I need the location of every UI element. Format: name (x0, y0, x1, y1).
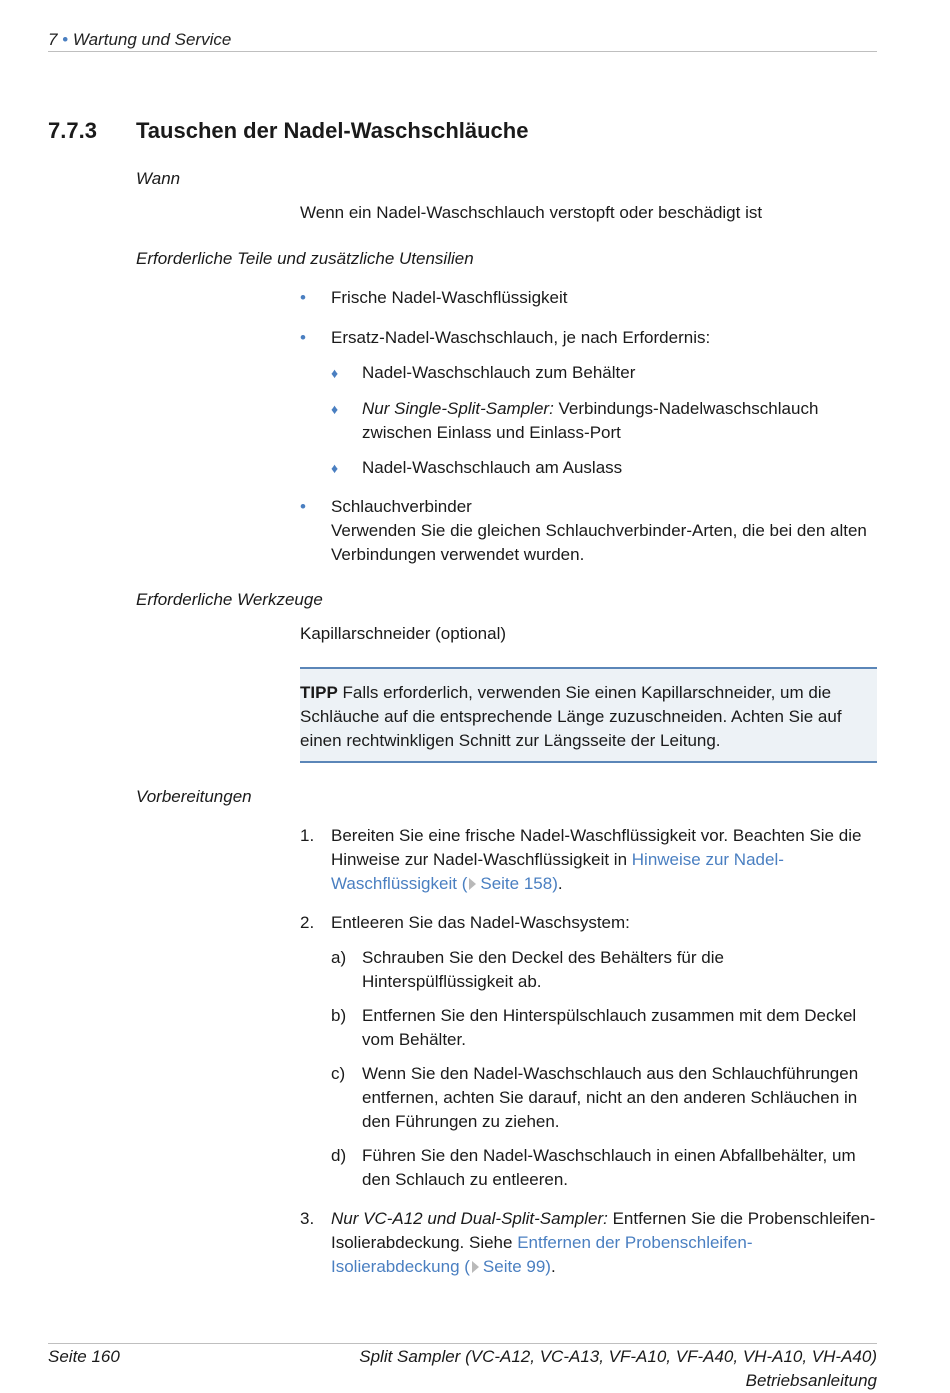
tools-text: Kapillarschneider (optional) (300, 624, 507, 643)
chapter-title: Wartung und Service (72, 30, 232, 49)
product-name: Split Sampler (VC-A12, VC-A13, VF-A10, VF-A40, VH-A10, VH-A40) (359, 1347, 877, 1366)
bullet-icon: • (300, 328, 306, 347)
link-page: Seite 158) (480, 874, 558, 893)
footer-product (359, 1345, 877, 1393)
tip-label: TIPP (300, 683, 338, 702)
page-arrow-icon (469, 878, 476, 890)
substep-text: Entfernen Sie den Hinterspülschlauch zusammen mit dem Deckel vom Behälter. (362, 1006, 857, 1049)
list-item-text: Ersatz-Nadel-Waschschlauch, je nach Erfordernis: (331, 328, 711, 347)
link-page: Seite 99) (482, 1257, 551, 1276)
tip-box (300, 667, 877, 763)
diamond-bullet-icon: ♦ (331, 401, 339, 417)
diamond-bullet-icon: ♦ (331, 460, 339, 476)
link-text: Entfernen der Probenschleifen-Isolierabdeckung ( (331, 1233, 753, 1276)
step-number: 2. (300, 913, 315, 932)
section-number: 7.7.3 (48, 118, 97, 143)
tip-text (300, 681, 870, 753)
step-text (331, 824, 877, 896)
step-text: Entleeren Sie das Nadel-Waschsystem: (331, 913, 630, 932)
substep-text: Wenn Sie den Nadel-Waschschlauch aus den Schlauchführungen entfernen, achten Sie darauf, nicht an den anderen Schläuchen in den Führungen zu ziehen. (362, 1064, 859, 1131)
list-item-text (331, 495, 877, 567)
substep-letter: d) (331, 1146, 347, 1165)
substep-text: Schrauben Sie den Deckel des Behälters für die Hinterspülflüssigkeit ab. (362, 948, 724, 991)
qualifier-text: Nur Single-Split-Sampler: (362, 399, 554, 418)
when-text: Wenn ein Nadel-Waschschlauch verstopft oder beschädigt ist (300, 203, 763, 222)
footer-divider (48, 1343, 877, 1344)
step-end: . (557, 874, 563, 893)
list-item-text: Frische Nadel-Waschflüssigkeit (331, 288, 568, 307)
sub-list-item-body: Verbindungs-Nadelwaschschlauch zwischen Einlass und Einlass-Port (362, 399, 819, 442)
header-divider (48, 51, 877, 52)
substep-letter: b) (331, 1006, 347, 1025)
section-title: Tauschen der Nadel-Waschschläuche (136, 118, 529, 143)
bullet-separator-icon: • (62, 30, 69, 49)
substep-text: Führen Sie den Nadel-Waschschlauch in einen Abfallbehälter, um den Schlauch zu entleeren. (362, 1146, 856, 1189)
prep-label: Vorbereitungen (136, 787, 252, 806)
page-number: Seite 160 (48, 1347, 120, 1366)
step-number: 3. (300, 1209, 315, 1228)
link-text: Hinweise zur Nadel-Waschflüssigkeit ( (331, 850, 784, 893)
substep-letter: a) (331, 948, 347, 967)
step-text (331, 1207, 877, 1279)
bullet-icon: • (300, 497, 306, 516)
sub-list-item-text (362, 397, 877, 445)
running-header (48, 28, 231, 52)
tools-label: Erforderliche Werkzeuge (136, 590, 323, 609)
list-item-note: Verwenden Sie die gleichen Schlauchverbinder-Arten, die bei den alten Verbindungen verwendet wurden. (331, 521, 867, 564)
document-type: Betriebsanleitung (745, 1371, 877, 1390)
sub-list-item-text: Nadel-Waschschlauch am Auslass (362, 458, 623, 477)
parts-label: Erforderliche Teile und zusätzliche Utensilien (136, 249, 474, 268)
sub-list-item-text: Nadel-Waschschlauch zum Behälter (362, 363, 636, 382)
step-number: 1. (300, 826, 315, 845)
bullet-icon: • (300, 288, 306, 307)
diamond-bullet-icon: ♦ (331, 365, 339, 381)
when-label: Wann (136, 169, 181, 188)
qualifier-text: Nur VC-A12 und Dual-Split-Sampler: (331, 1209, 608, 1228)
substep-letter: c) (331, 1064, 346, 1083)
step-body: Entfernen Sie die Probenschleifen-Isolierabdeckung. Siehe (331, 1209, 876, 1252)
tip-body: Falls erforderlich, verwenden Sie einen Kapillarschneider, um die Schläuche auf die entsprechende Länge zuzuschneiden. Achten Sie auf einen rechtwinkligen Schnitt zur Längsseite der Leitung. (300, 683, 842, 750)
list-item-title: Schlauchverbinder (331, 497, 472, 516)
step-end: . (550, 1257, 556, 1276)
chapter-number: 7 (48, 30, 58, 49)
page-arrow-icon (472, 1261, 479, 1273)
step-body: Bereiten Sie eine frische Nadel-Waschflüssigkeit vor. Beachten Sie die Hinweise zur Nadel-Waschflüssigkeit in (331, 826, 862, 869)
